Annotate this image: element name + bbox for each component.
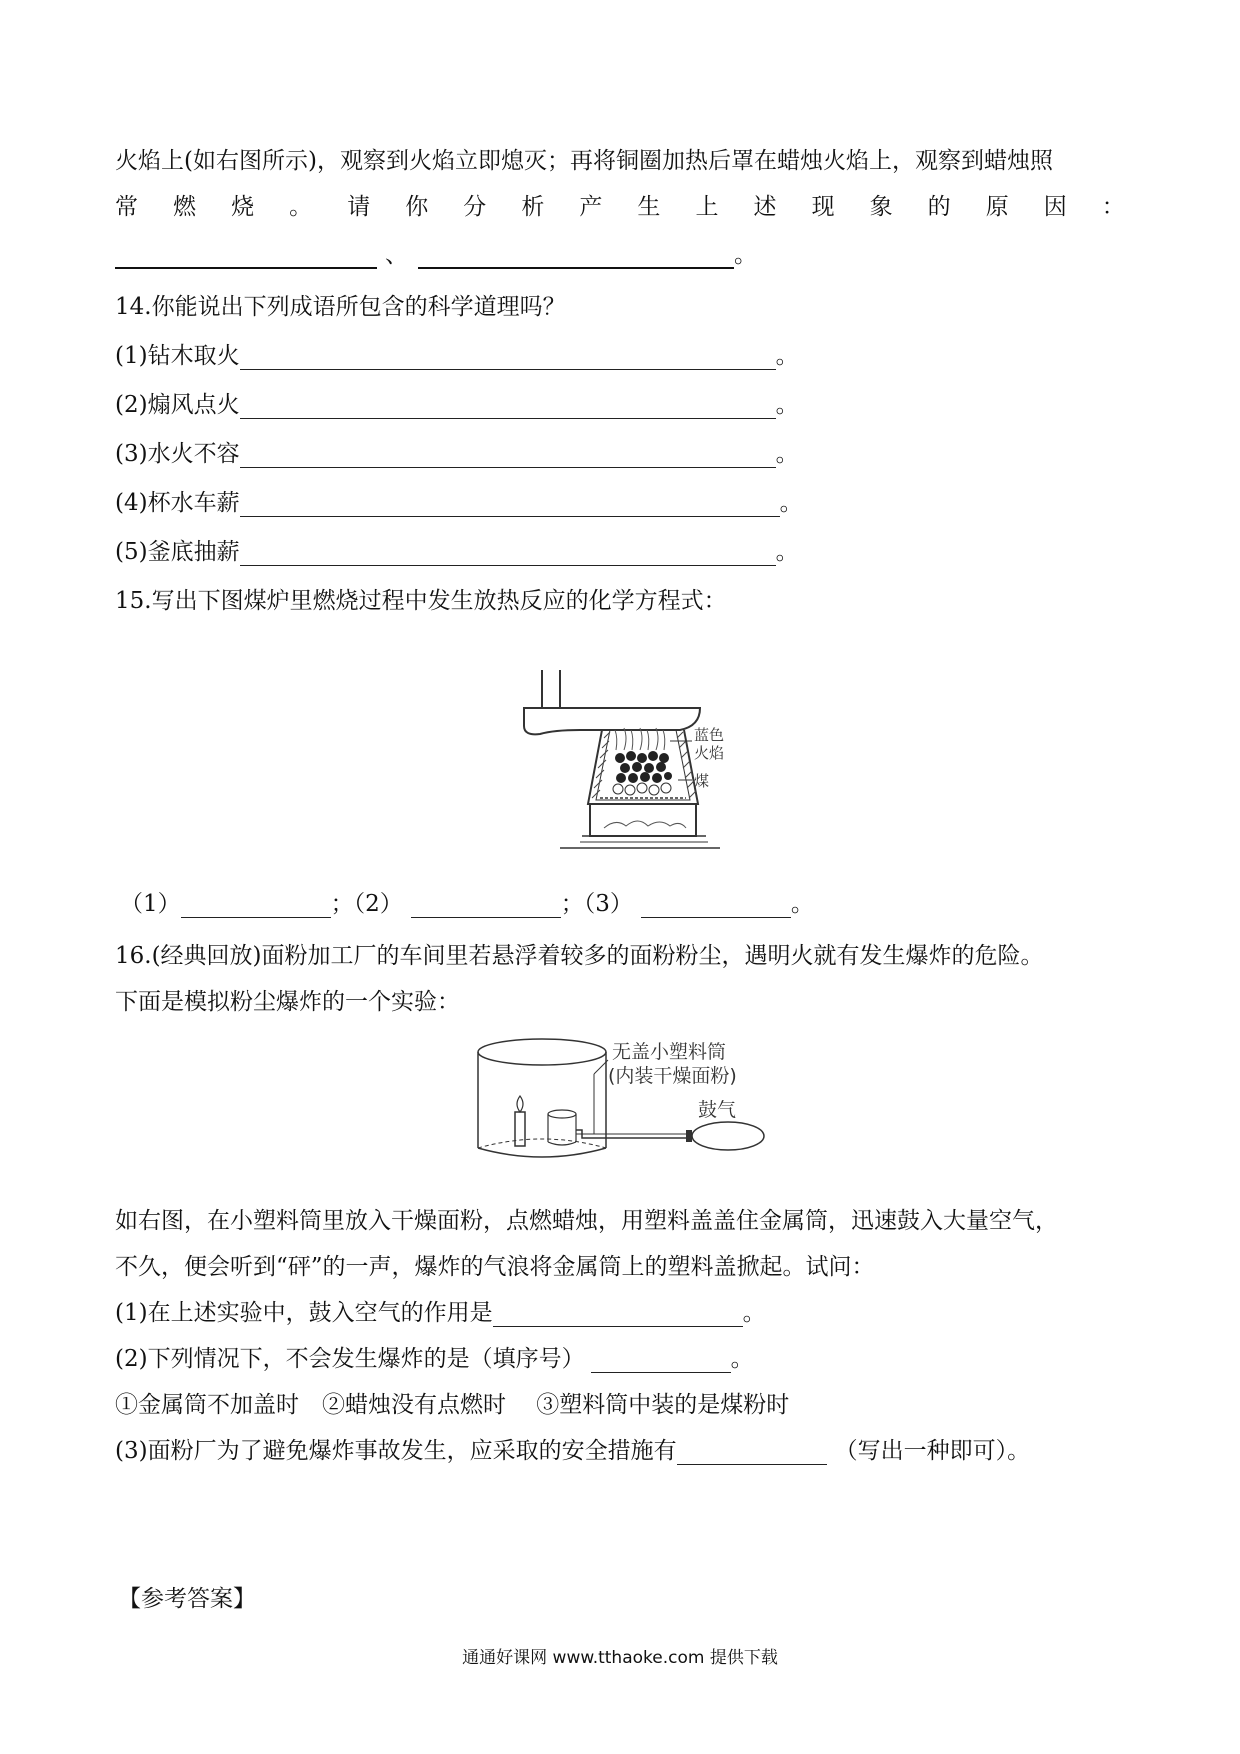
q13-char: 产 [579,194,603,220]
q13-answer-line [115,236,757,269]
q16-line1: 16.(经典回放)面粉加工厂的车间里若悬浮着较多的面粉粉尘，遇明火就有发生爆炸的危险。 [115,943,1044,969]
q13-char: 燃 [173,194,197,220]
label-blue-flame-1: 蓝色 [694,726,725,744]
label-plastic-cup: 无盖小塑料筒 [612,1041,727,1063]
q13-char: 因 [1043,194,1067,220]
q13-char: 的 [927,194,951,220]
q15-answer-line [120,885,814,918]
q16-sub1-text: (1)在上述实验中，鼓入空气的作用是 [115,1300,493,1326]
answer-blank[interactable] [411,895,561,918]
q13-char: 烧 [231,194,255,220]
q16-sub3 [115,1432,1030,1465]
q13-char: 分 [463,194,487,220]
dust-explosion-figure [470,1030,770,1175]
answer-blank[interactable] [240,494,780,517]
q13-char: 上 [695,194,719,220]
q16-sub2-text: (2)下列情况下，不会发生爆炸的是（填序号） [115,1346,585,1372]
q15-sep1: ；（2） [330,891,403,917]
q15-a1: （1） [120,891,181,917]
q13-char: ： [1101,194,1125,220]
q13-char: 你 [405,194,429,220]
q16-options: ①金属筒不加盖时 ②蜡烛没有点燃时 ③塑料筒中装的是煤粉时 [115,1392,790,1418]
label-blow: 鼓气 [698,1099,737,1121]
q14-item-label: (4)杯水车薪 [115,490,240,516]
q15-sep2: ；（3） [560,891,633,917]
q14-item-end: 。 [779,490,803,516]
q13-char: 析 [521,194,545,220]
footer: 通通好课网 www.tthaoke.com 提供下载 [462,1648,778,1668]
answer-blank[interactable] [181,895,331,918]
q16-sub3-text: (3)面粉厂为了避免爆炸事故发生，应采取的安全措施有 [115,1438,677,1464]
q14-item-label: (1)钻木取火 [115,343,240,369]
q13-char: 原 [985,194,1009,220]
q14-item [115,484,803,517]
q14-item-label: (5)釜底抽薪 [115,539,240,565]
answer-blank[interactable] [240,347,776,370]
q16-desc1: 如右图，在小塑料筒里放入干燥面粉，点燃蜡烛，用塑料盖盖住金属筒，迅速鼓入大量空气， [115,1208,1058,1234]
answer-header: 【参考答案】 [118,1586,256,1612]
q14-item [115,337,799,370]
q14-title: 14.你能说出下列成语所包含的科学道理吗？ [115,294,566,320]
q14-item-end: 。 [775,539,799,565]
q13-sep: 、 [385,242,408,268]
q13-char: 述 [753,194,777,220]
q13-char: 。 [289,194,313,220]
answer-blank[interactable] [418,243,734,269]
q13-line1: 火焰上(如右图所示)，观察到火焰立即熄灭；再将铜圈加热后罩在蜡烛火焰上，观察到蜡烛照 [115,148,1053,174]
q13-char: 请 [347,194,371,220]
q16-sub1 [115,1294,766,1327]
q16-desc2: 不久，便会听到“砰”的一声，爆炸的气浪将金属筒上的塑料盖掀起。试问： [115,1254,875,1280]
answer-blank[interactable] [240,543,776,566]
q14-item-end: 。 [775,441,799,467]
q14-item [115,533,799,566]
q16-sub2 [115,1340,754,1373]
answer-blank[interactable] [677,1442,827,1465]
answer-blank[interactable] [240,445,776,468]
q14-item-end: 。 [775,392,799,418]
q16-sub2-end: 。 [730,1346,754,1372]
answer-blank[interactable] [591,1350,731,1373]
q14-item-label: (3)水火不容 [115,441,240,467]
label-coal: 煤 [694,772,710,790]
q13-end: 。 [734,242,757,268]
q13-char: 现 [811,194,835,220]
q15-title: 15.写出下图煤炉里燃烧过程中发生放热反应的化学方程式： [115,588,727,614]
label-flour: (内装干燥面粉) [608,1065,737,1087]
answer-blank[interactable] [641,895,791,918]
q14-item-end: 。 [775,343,799,369]
label-blue-flame-2: 火焰 [694,744,725,762]
q15-end: 。 [790,891,814,917]
coal-stove-figure [520,668,760,858]
q16-sub3-end: （写出一种即可）。 [834,1438,1031,1464]
q16-line2: 下面是模拟粉尘爆炸的一个实验： [115,989,460,1015]
q14-item [115,435,799,468]
q13-char: 常 [115,194,138,220]
answer-blank[interactable] [240,396,776,419]
answer-blank[interactable] [115,243,377,269]
q16-sub1-end: 。 [742,1300,766,1326]
answer-blank[interactable] [493,1304,743,1327]
q14-item [115,386,799,419]
q14-item-label: (2)煽风点火 [115,392,240,418]
q13-line2 [115,188,1125,221]
q13-char: 生 [637,194,661,220]
q13-char: 象 [869,194,893,220]
